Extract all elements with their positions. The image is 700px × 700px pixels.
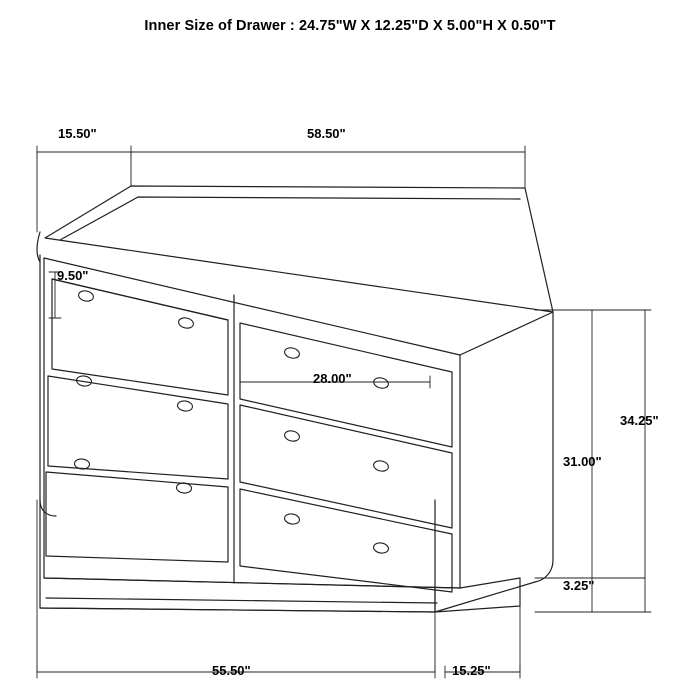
dimension-drawer-height: 9.50" xyxy=(57,268,89,283)
page-title: Inner Size of Drawer : 24.75"W X 12.25"D X 5.00"H X 0.50"T xyxy=(144,18,556,34)
dimension-depth-top: 15.50" xyxy=(58,126,97,141)
dimension-base-depth: 15.25" xyxy=(452,663,491,678)
dimension-extension-lines xyxy=(37,146,651,678)
dimension-width-top: 58.50" xyxy=(307,126,346,141)
drawer-fronts xyxy=(46,279,452,592)
dimension-drawer-width: 28.00" xyxy=(313,371,352,386)
dresser-outline xyxy=(37,186,553,612)
dimension-base-width: 55.50" xyxy=(212,663,251,678)
dimension-body-height: 31.00" xyxy=(563,454,602,469)
dimension-base-height: 3.25" xyxy=(563,578,595,593)
dimension-overall-height: 34.25" xyxy=(620,413,659,428)
